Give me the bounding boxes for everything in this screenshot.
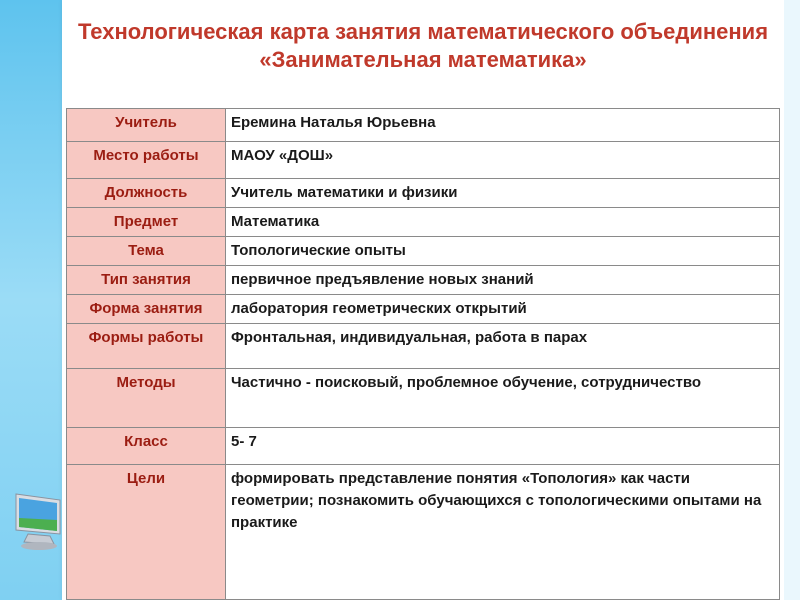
row-label: Цели [67, 465, 226, 600]
row-label: Предмет [67, 208, 226, 237]
row-value: первичное предъявление новых знаний [226, 266, 780, 295]
row-label: Учитель [67, 109, 226, 142]
table-row [67, 465, 780, 600]
row-label: Место работы [67, 142, 226, 179]
table-row [67, 324, 780, 369]
row-value: Учитель математики и физики [226, 179, 780, 208]
table-row [67, 142, 780, 179]
row-value: формировать представление понятия «Топология» как части геометрии; познакомить обучающихся с топологическими опытами на практике [226, 465, 780, 600]
row-label: Форма занятия [67, 295, 226, 324]
table-row [67, 237, 780, 266]
row-value: Частично - поисковый, проблемное обучение, сотрудничество [226, 369, 780, 428]
computer-monitor-icon [10, 490, 66, 552]
row-value: МАОУ «ДОШ» [226, 142, 780, 179]
page-title: Технологическая карта занятия математического объединения «Занимательная математика» [77, 19, 769, 72]
row-label: Формы работы [67, 324, 226, 369]
row-label: Тема [67, 237, 226, 266]
row-label: Класс [67, 428, 226, 465]
row-value: Фронтальная, индивидуальная, работа в парах [226, 324, 780, 369]
row-label: Тип занятия [67, 266, 226, 295]
table-row [67, 266, 780, 295]
tech-card-table [66, 108, 780, 600]
table-row [67, 208, 780, 237]
table-row [67, 369, 780, 428]
row-label: Должность [67, 179, 226, 208]
table-row [67, 428, 780, 465]
row-label: Методы [67, 369, 226, 428]
row-value: 5- 7 [226, 428, 780, 465]
table-row [67, 179, 780, 208]
right-decoration-strip [784, 0, 800, 600]
row-value: Еремина Наталья Юрьевна [226, 109, 780, 142]
row-value: лаборатория геометрических открытий [226, 295, 780, 324]
table-row [67, 109, 780, 142]
row-value: Математика [226, 208, 780, 237]
row-value: Топологические опыты [226, 237, 780, 266]
table-row [67, 295, 780, 324]
